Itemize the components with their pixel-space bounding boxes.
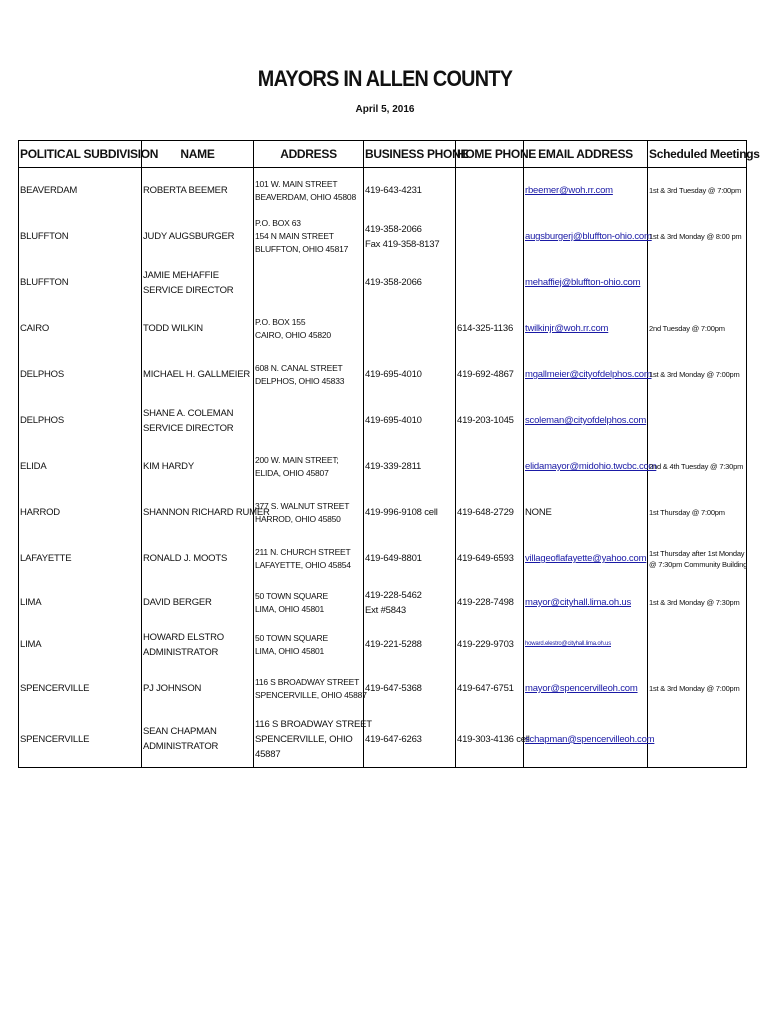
cell-name — [142, 712, 254, 768]
cell-email[interactable]: howard.elestro@cityhall.lima.oh.us — [524, 624, 648, 666]
cell-name — [142, 582, 254, 624]
header-home-phone: HOME PHONE — [456, 141, 524, 168]
cell-email[interactable]: mehaffiej@bluffton-ohio.com — [524, 260, 648, 306]
meeting-line: 1st & 3rd Monday @ 8:00 pm — [649, 232, 742, 241]
name-line: ADMINISTRATOR — [143, 741, 219, 753]
cell-address — [254, 666, 367, 712]
cell-email[interactable]: scoleman@cityofdelphos.com — [524, 398, 648, 444]
cell-meetings — [648, 490, 747, 536]
cell-email[interactable]: elidamayor@midohio.twcbc.com — [524, 444, 648, 490]
cell-subdivision: SPENCERVILLE — [19, 712, 142, 768]
cell-meetings — [648, 260, 747, 306]
address-line: LAFAYETTE, OHIO 45854 — [255, 559, 351, 570]
business-phone-line: 419-358-2066 — [365, 223, 422, 235]
name-line: HOWARD ELSTRO — [143, 631, 224, 643]
cell-meetings — [648, 624, 747, 666]
address-line: 50 TOWN SQUARE — [255, 590, 328, 601]
name-line: JAMIE MEHAFFIE — [143, 269, 219, 281]
address-line: 101 W. MAIN STREET — [255, 178, 338, 189]
cell-home-phone — [456, 260, 524, 306]
meeting-line: 2nd & 4th Tuesday @ 7:30pm — [649, 462, 744, 471]
table-row — [19, 624, 747, 666]
name-line: DAVID BERGER — [143, 597, 212, 608]
table-row — [19, 490, 747, 536]
business-phone-line: 419-228-5462 — [365, 589, 422, 601]
meeting-line: 1st & 3rd Monday @ 7:00pm — [649, 684, 740, 693]
table-row — [19, 260, 747, 306]
cell-business-phone — [364, 260, 456, 306]
cell-business-phone — [364, 398, 456, 444]
header-scheduled-meetings: Scheduled Meetings — [648, 141, 747, 168]
address-line: SPENCERVILLE, OHIO 45887 — [255, 689, 367, 700]
cell-business-phone — [364, 214, 456, 260]
cell-email[interactable]: rbeemer@woh.rr.com — [524, 168, 648, 214]
name-line: SHANE A. COLEMAN — [143, 407, 234, 419]
meeting-line: 1st & 3rd Monday @ 7:00pm — [649, 370, 740, 379]
cell-business-phone — [364, 712, 456, 768]
business-phone-line: 419-695-4010 — [365, 415, 422, 426]
cell-business-phone — [364, 168, 456, 214]
cell-name — [142, 352, 254, 398]
meeting-line: 1st Thursday @ 7:00pm — [649, 508, 725, 517]
cell-address — [254, 168, 364, 214]
cell-subdivision: BLUFFTON — [19, 214, 142, 260]
name-line: SERVICE DIRECTOR — [143, 284, 234, 296]
business-phone-line: Ext #5843 — [365, 604, 406, 616]
header-row — [19, 141, 747, 168]
address-line: DELPHOS, OHIO 45833 — [255, 375, 345, 386]
cell-meetings — [648, 398, 747, 444]
table-row — [19, 352, 747, 398]
table-body — [19, 168, 747, 768]
table-header — [19, 141, 760, 168]
name-line: JUDY AUGSBURGER — [143, 231, 235, 242]
address-line: HARROD, OHIO 45850 — [255, 513, 341, 524]
meeting-line: 1st & 3rd Monday @ 7:30pm — [649, 598, 740, 607]
cell-address — [254, 444, 364, 490]
cell-meetings — [648, 536, 747, 582]
cell-name — [142, 398, 254, 444]
cell-business-phone — [364, 582, 456, 624]
cell-home-phone — [456, 444, 524, 490]
cell-home-phone: 419-203-1045 — [456, 398, 524, 444]
table-row — [19, 214, 747, 260]
cell-business-phone — [364, 490, 456, 536]
cell-meetings — [648, 306, 747, 352]
cell-meetings — [648, 168, 747, 214]
cell-name — [142, 490, 270, 536]
cell-name — [142, 306, 254, 352]
cell-name — [142, 444, 254, 490]
cell-address — [254, 306, 364, 352]
table-row — [19, 666, 747, 712]
cell-meetings — [648, 444, 747, 490]
header-address: ADDRESS — [254, 141, 364, 168]
cell-name — [142, 666, 254, 712]
name-line: ADMINISTRATOR — [143, 646, 219, 658]
name-line: ROBERTA BEEMER — [143, 185, 228, 197]
cell-subdivision: ELIDA — [19, 444, 142, 490]
address-line: LIMA, OHIO 45801 — [255, 603, 325, 614]
header-name: NAME — [142, 141, 254, 168]
cell-home-phone: 419-229-9703 — [456, 624, 524, 666]
cell-subdivision: BLUFFTON — [19, 260, 142, 306]
cell-name — [142, 624, 254, 666]
document-date: April 5, 2016 — [355, 104, 415, 115]
cell-email[interactable]: mayor@spencervilleoh.com — [524, 666, 648, 712]
cell-address — [254, 214, 364, 260]
address-line: 50 TOWN SQUARE — [255, 632, 328, 643]
table-row — [19, 398, 747, 444]
cell-meetings — [648, 214, 747, 260]
address-line: CAIRO, OHIO 45820 — [255, 329, 331, 340]
cell-business-phone — [364, 444, 456, 490]
meeting-line: 1st Thursday after 1st Monday — [649, 548, 745, 558]
table-row — [19, 582, 747, 624]
business-phone-line: 419-643-4231 — [365, 185, 422, 197]
cell-name — [142, 260, 254, 306]
cell-email[interactable]: mayor@cityhall.lima.oh.us — [524, 582, 648, 624]
address-line: 45887 — [255, 748, 281, 760]
cell-address — [254, 352, 364, 398]
business-phone-line: 419-339-2811 — [365, 461, 422, 472]
business-phone-line: 419-695-4010 — [365, 369, 422, 380]
cell-email: NONE — [524, 490, 648, 536]
cell-meetings — [648, 582, 747, 624]
cell-address — [254, 490, 364, 536]
cell-home-phone: 614-325-1136 — [456, 306, 524, 352]
address-line: P.O. BOX 63 — [255, 218, 301, 228]
cell-subdivision: CAIRO — [19, 306, 142, 352]
header-business-phone: BUSINESS PHONE — [364, 141, 456, 168]
table-row — [19, 444, 747, 490]
name-line: SEAN CHAPMAN — [143, 726, 217, 738]
table-row — [19, 168, 747, 214]
business-phone-line: Fax 419-358-8137 — [365, 238, 440, 250]
cell-meetings — [648, 712, 747, 768]
address-line: 116 S BROADWAY STREET — [255, 676, 360, 687]
cell-address — [254, 260, 364, 306]
name-line: SHANNON RICHARD RUMER — [143, 507, 270, 518]
name-line: SERVICE DIRECTOR — [143, 422, 234, 434]
cell-subdivision: SPENCERVILLE — [19, 666, 142, 712]
meeting-line: @ 7:30pm Community Building — [649, 559, 748, 569]
table-row — [19, 712, 747, 768]
cell-business-phone — [364, 624, 456, 666]
business-phone-line: 419-996-9108 cell — [365, 507, 438, 518]
cell-home-phone: 419-303-4136 cell — [456, 712, 524, 768]
cell-business-phone — [364, 306, 456, 352]
business-phone-line: 419-358-2066 — [365, 277, 422, 288]
address-line: SPENCERVILLE, OHIO — [255, 733, 353, 745]
address-line: 154 N MAIN STREET — [255, 231, 334, 241]
cell-subdivision: LIMA — [19, 582, 142, 624]
cell-address — [254, 582, 364, 624]
cell-business-phone — [364, 666, 456, 712]
cell-home-phone: 419-228-7498 — [456, 582, 524, 624]
business-phone-line: 419-647-5368 — [365, 683, 422, 694]
cell-home-phone — [456, 168, 524, 214]
meeting-line: 2nd Tuesday @ 7:00pm — [649, 324, 725, 333]
cell-subdivision: LIMA — [19, 624, 142, 666]
cell-subdivision: LAFAYETTE — [19, 536, 142, 582]
name-line: KIM HARDY — [143, 461, 194, 472]
cell-email[interactable]: schapman@spencervilleoh.com — [524, 712, 648, 768]
cell-home-phone: 419-647-6751 — [456, 666, 524, 712]
cell-name — [142, 168, 254, 214]
header-email-address: EMAIL ADDRESS — [524, 141, 648, 168]
cell-business-phone — [364, 536, 456, 582]
address-line: P.O. BOX 155 — [255, 316, 306, 327]
meeting-line: 1st & 3rd Tuesday @ 7:00pm — [649, 186, 742, 196]
cell-subdivision: DELPHOS — [19, 398, 142, 444]
cell-home-phone — [456, 214, 524, 260]
cell-name — [142, 214, 254, 260]
address-line: 116 S BROADWAY STREET — [255, 718, 372, 730]
table-row — [19, 536, 747, 582]
cell-home-phone: 419-649-6593 — [456, 536, 524, 582]
address-line: 377 S. WALNUT STREET — [255, 500, 350, 511]
cell-business-phone — [364, 352, 456, 398]
cell-home-phone: 419-648-2729 — [456, 490, 524, 536]
name-line: MICHAEL H. GALLMEIER — [143, 369, 251, 380]
cell-address — [254, 712, 372, 768]
name-line: TODD WILKIN — [143, 323, 203, 334]
address-line: BEAVERDAM, OHIO 45808 — [255, 191, 356, 202]
cell-meetings — [648, 352, 747, 398]
address-line: 211 N. CHURCH STREET — [255, 546, 351, 557]
cell-subdivision: BEAVERDAM — [19, 168, 142, 214]
header-political-subdivision: POLITICAL SUBDIVISION — [19, 141, 142, 168]
cell-subdivision: HARROD — [19, 490, 142, 536]
address-line: 200 W. MAIN STREET; — [255, 454, 339, 465]
cell-address — [254, 624, 364, 666]
document-title: MAYORS IN ALLEN COUNTY — [257, 66, 513, 91]
name-line: PJ JOHNSON — [143, 683, 202, 694]
cell-address — [254, 398, 364, 444]
cell-email[interactable]: augsburgerj@bluffton-ohio.com — [524, 214, 648, 260]
cell-email[interactable]: villageoflafayette@yahoo.com — [524, 536, 648, 582]
address-line: LIMA, OHIO 45801 — [255, 645, 325, 656]
address-line: BLUFFTON, OHIO 45817 — [255, 244, 349, 254]
table-row — [19, 306, 747, 352]
cell-home-phone: 419-692-4867 — [456, 352, 524, 398]
cell-email[interactable]: twilkinjr@woh.rr.com — [524, 306, 648, 352]
cell-address — [254, 536, 364, 582]
business-phone-line: 419-647-6263 — [365, 733, 422, 745]
cell-name — [142, 536, 254, 582]
address-line: ELIDA, OHIO 45807 — [255, 467, 329, 478]
cell-meetings — [648, 666, 747, 712]
business-phone-line: 419-221-5288 — [365, 639, 422, 650]
cell-subdivision: DELPHOS — [19, 352, 142, 398]
business-phone-line: 419-649-8801 — [365, 553, 422, 564]
name-line: RONALD J. MOOTS — [143, 553, 228, 564]
address-line: 608 N. CANAL STREET — [255, 362, 343, 373]
cell-email[interactable]: mgallmeier@cityofdelphos.com — [524, 352, 648, 398]
mayors-table — [18, 140, 760, 768]
